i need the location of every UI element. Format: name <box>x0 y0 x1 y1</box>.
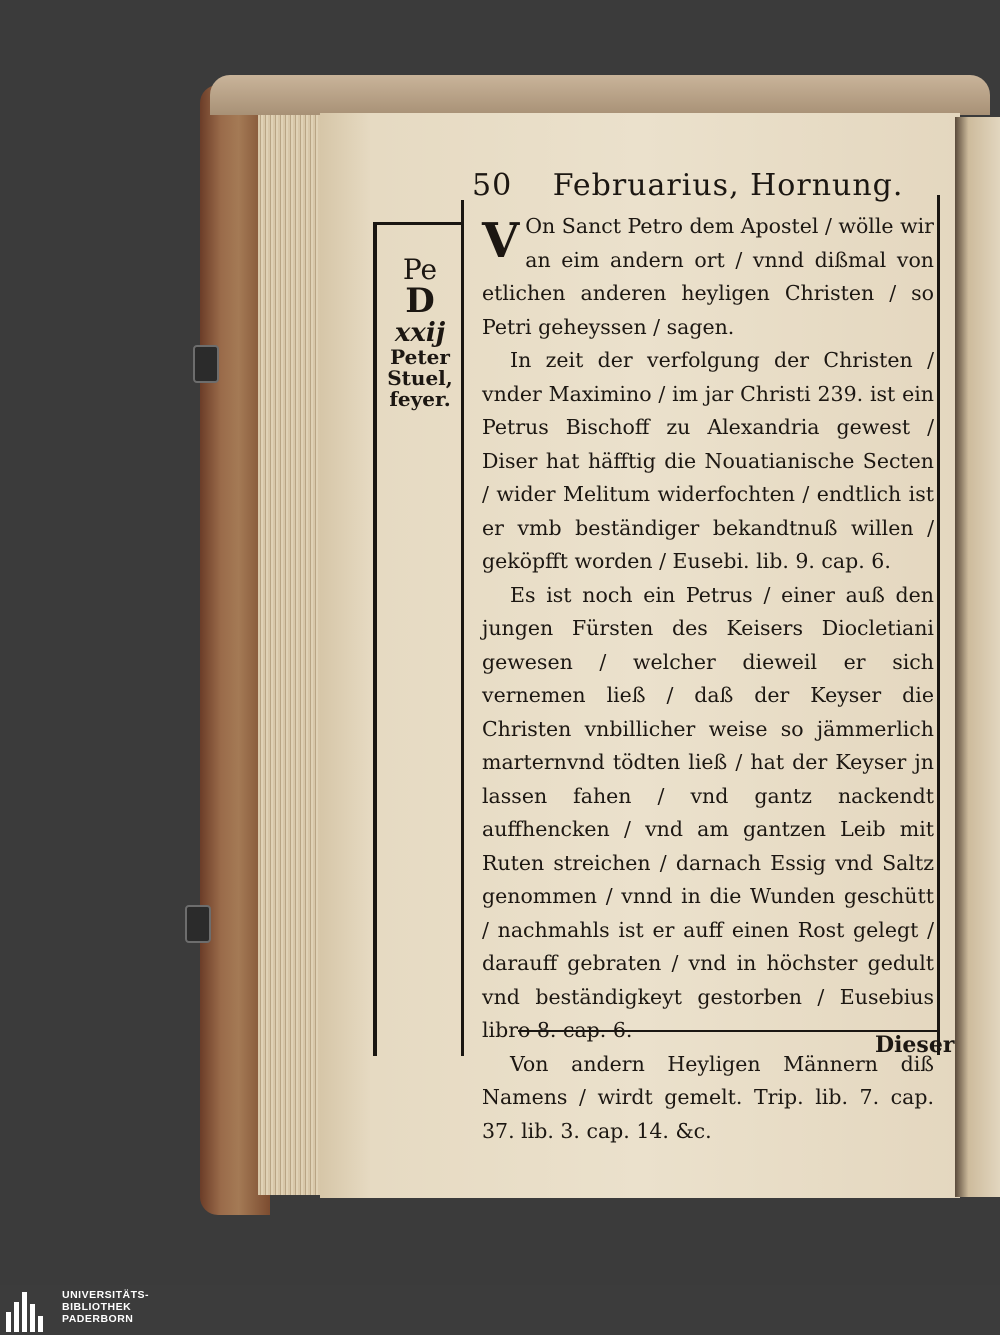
paragraph-text: On Sanct Petro dem Apostel / wölle wir an eim andern ort / vnnd dißmal von etlichen anderen heyligen Christen / so Petri geheyssen / sagen. <box>482 214 934 339</box>
paragraph <box>482 210 934 344</box>
body-text <box>482 210 934 1148</box>
frame-rule-right <box>937 195 940 1055</box>
catchword: Dieser <box>875 1032 955 1058</box>
frame-rule-middle <box>461 200 464 1056</box>
margin-note-line: feyer. <box>389 387 451 412</box>
margin-note <box>380 255 460 410</box>
paragraph: In zeit der verfolgung der Christen / vnder Maximino / im jar Christi 239. ist ein Petrus Bischoff zu Alexandria gewest / Diser hat häfftig die Nouatianische Secten / wider Melitum widerfochten / endtlich ist er vmb beständiger bekandtnuß willen / geköpfft worden / Eusebi. lib. 9. cap. 6. <box>482 348 934 573</box>
margin-note-date: xxij <box>394 318 446 349</box>
page-number: 50 <box>472 168 513 203</box>
drop-cap: V <box>482 213 520 269</box>
library-logo-text <box>62 1289 149 1325</box>
margin-note-line: Pe <box>402 253 438 286</box>
frame-rule-left <box>373 222 377 1056</box>
margin-note-line: Stuel, <box>387 366 453 391</box>
margin-note-line: D <box>405 281 435 322</box>
margin-note-line: Peter <box>390 345 450 370</box>
page-title: Februarius, Hornung. <box>552 168 904 203</box>
logo-line: BIBLIOTHEK <box>62 1301 132 1313</box>
logo-line: PADERBORN <box>62 1313 134 1325</box>
paragraph: Von andern Heyligen Männern diß Namens / wirdt gemelt. Trip. lib. 7. cap. 37. lib. 3. cap. 14. &c. <box>482 1051 934 1143</box>
frame-rule-top <box>373 222 463 225</box>
footer-bar <box>0 1285 1000 1335</box>
page-header <box>472 168 903 203</box>
logo-line: UNIVERSITÄTS- <box>62 1289 150 1301</box>
paragraph: Es ist noch ein Petrus / einer auß den jungen Fürsten des Keisers Diocletiani gewesen / welcher dieweil er sich vernemen ließ / daß der Keyser die Christen vnbillicher weise so jämmerlich marternvnd tödten ließ / hat der Keyser jn lassen fahen / vnd gantz nackendt auffhencken / vnd am gantzen Leib mit Ruten streichen / darnach Essig vnd Saltz genommen / vnnd in die Wunden geschütt / nachmahls ist er auff einen Rost gelegt / darauff gebraten / vnd in höchster gedult vnd beständigkeyt gestorben / Eusebius libro 8. cap. 6. <box>482 582 934 1042</box>
library-logo-icon <box>6 1290 46 1332</box>
